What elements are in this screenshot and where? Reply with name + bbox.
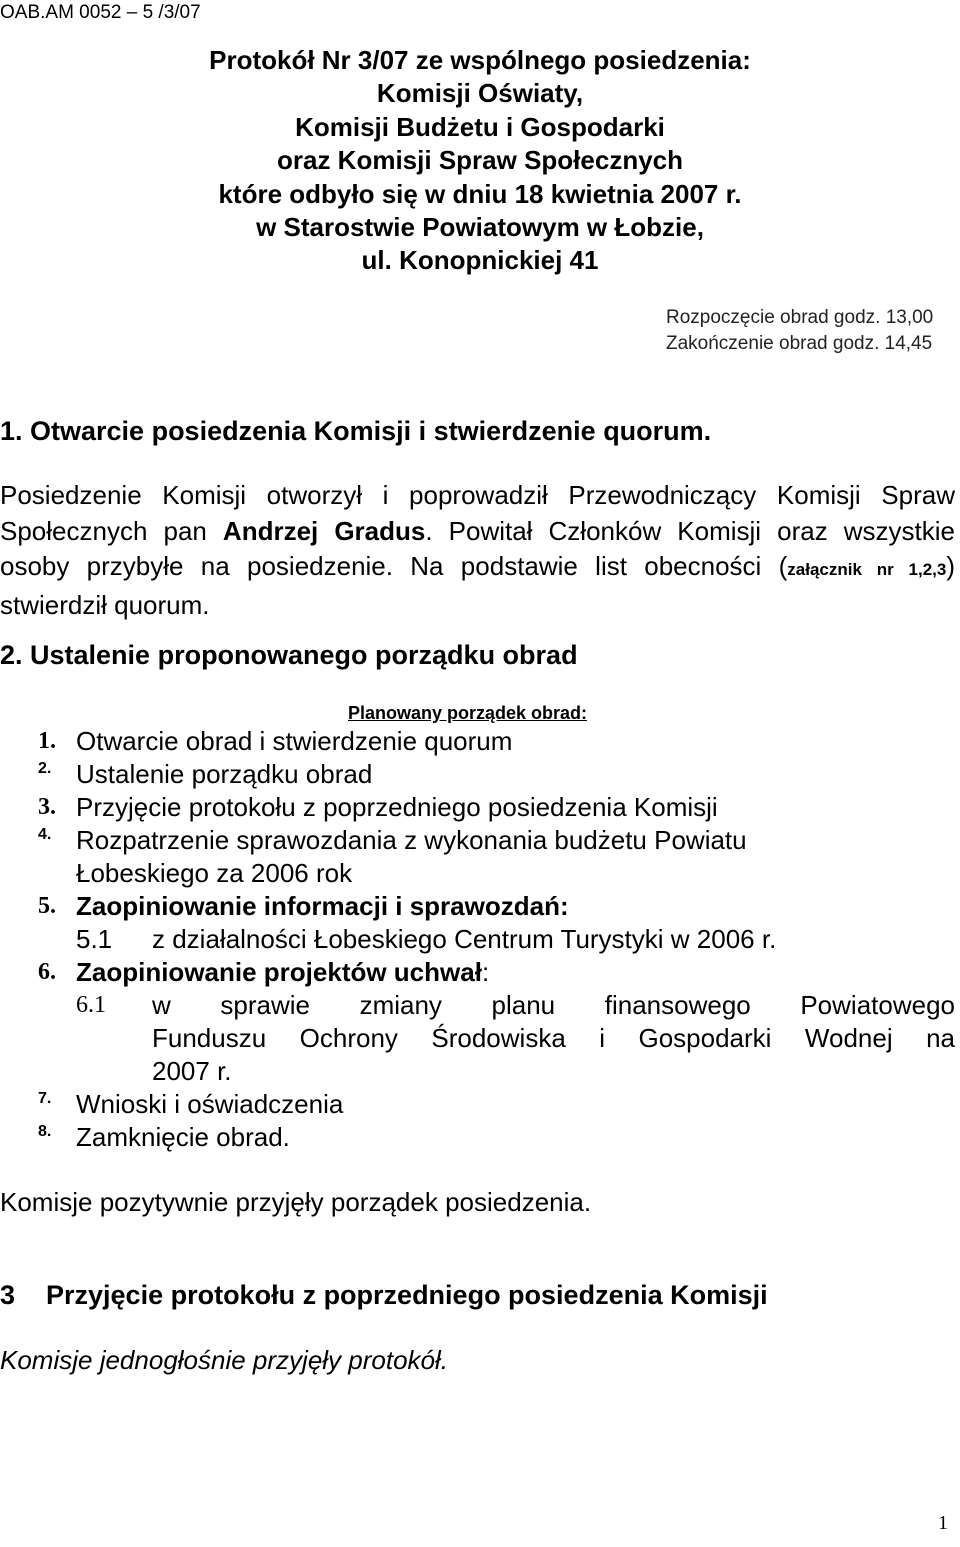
agenda-number: 4. xyxy=(38,826,52,843)
agenda-item-text: Zaopiniowanie projektów uchwał xyxy=(76,957,482,987)
agenda-number: 2. xyxy=(38,760,52,777)
section-2-heading: 2. Ustalenie proponowanego porządku obrad xyxy=(0,640,578,670)
title-line: które odbyło się w dniu 18 kwietnia 2007 r. xyxy=(218,178,742,209)
agenda-item: Wnioski i oświadczenia xyxy=(76,1089,344,1119)
title-line: ul. Konopnickiej 41 xyxy=(361,245,599,276)
title-line: Komisji Budżetu i Gospodarki xyxy=(295,111,665,142)
paragraph-text: Posiedzenie Komisji otworzył i poprowadził Przewodniczący Komisji Spraw Społecznych pan xyxy=(0,480,955,546)
agenda-item xyxy=(76,957,489,988)
agenda-item-continuation: Łobeskiego za 2006 rok xyxy=(76,858,353,888)
paragraph-text: ) stwierdził quorum. xyxy=(0,551,955,620)
agenda-item: Otwarcie obrad i stwierdzenie quorum xyxy=(76,726,513,756)
agenda-number: 7. xyxy=(38,1090,52,1107)
agenda-subnumber: 6.1 xyxy=(76,992,106,1018)
agenda-number: 5. xyxy=(38,893,56,919)
title-line: oraz Komisji Spraw Społecznych xyxy=(277,145,683,176)
agenda-item: Zamknięcie obrad. xyxy=(76,1122,290,1152)
document-reference: OAB.AM 0052 – 5 /3/07 xyxy=(0,2,201,23)
agenda-number: 3. xyxy=(38,794,56,820)
agenda-item: Ustalenie porządku obrad xyxy=(76,759,373,789)
agenda-subitem-line: Funduszu Ochrony Środowiska i Gospodarki Wodnej na xyxy=(152,1023,955,1053)
agenda-acceptance: Komisje pozytywnie przyjęły porządek posiedzenia. xyxy=(0,1187,592,1217)
agenda-subnumber: 5.1 xyxy=(76,924,113,954)
title-line: Komisji Oświaty, xyxy=(376,78,584,109)
start-time: Rozpoczęcie obrad godz. 13,00 xyxy=(666,307,934,328)
document-title xyxy=(140,44,820,278)
section-3-title: Przyjęcie protokołu z poprzedniego posiedzenia Komisji xyxy=(46,1280,768,1310)
section-3-number: 3 xyxy=(0,1280,16,1310)
section-1-paragraph xyxy=(0,478,955,623)
agenda-number: 1. xyxy=(38,728,56,754)
end-time: Zakończenie obrad godz. 14,45 xyxy=(666,333,933,354)
agenda-subitem-line: 2007 r. xyxy=(152,1056,232,1086)
agenda-item: Zaopiniowanie informacji i sprawozdań: xyxy=(76,891,569,921)
section-3-heading xyxy=(0,1280,768,1311)
agenda-item: Rozpatrzenie sprawozdania z wykonania budżetu Powiatu xyxy=(76,825,747,855)
section-1-heading: 1. Otwarcie posiedzenia Komisji i stwierdzenie quorum. xyxy=(0,416,712,446)
planned-agenda-label: Planowany porządek obrad: xyxy=(348,703,588,723)
paragraph-text: . Powitał Członków Komisji oraz wszystkie osoby przybyłe na posiedzenie. Na podstawie list obecności ( xyxy=(0,515,956,581)
page-number: 1 xyxy=(938,1512,948,1534)
agenda-number: 6. xyxy=(38,959,56,985)
attachment-reference: załącznik nr 1,2,3 xyxy=(787,560,947,579)
title-line: Protokół Nr 3/07 ze wspólnego posiedzenia: xyxy=(209,45,751,75)
agenda-item-suffix: : xyxy=(481,957,490,987)
agenda-subitem-line: w sprawie zmiany planu finansowego Powiatowego xyxy=(152,990,955,1020)
chairman-name: Andrzej Gradus xyxy=(222,515,426,546)
agenda-item: Przyjęcie protokołu z poprzedniego posiedzenia Komisji xyxy=(76,792,718,822)
title-line: w Starostwie Powiatowym w Łobzie, xyxy=(256,212,704,243)
section-3-text: Komisje jednogłośnie przyjęły protokół. xyxy=(0,1345,449,1375)
agenda-number: 8. xyxy=(38,1123,52,1140)
agenda-subitem: z działalności Łobeskiego Centrum Turystyki w 2006 r. xyxy=(152,924,777,954)
